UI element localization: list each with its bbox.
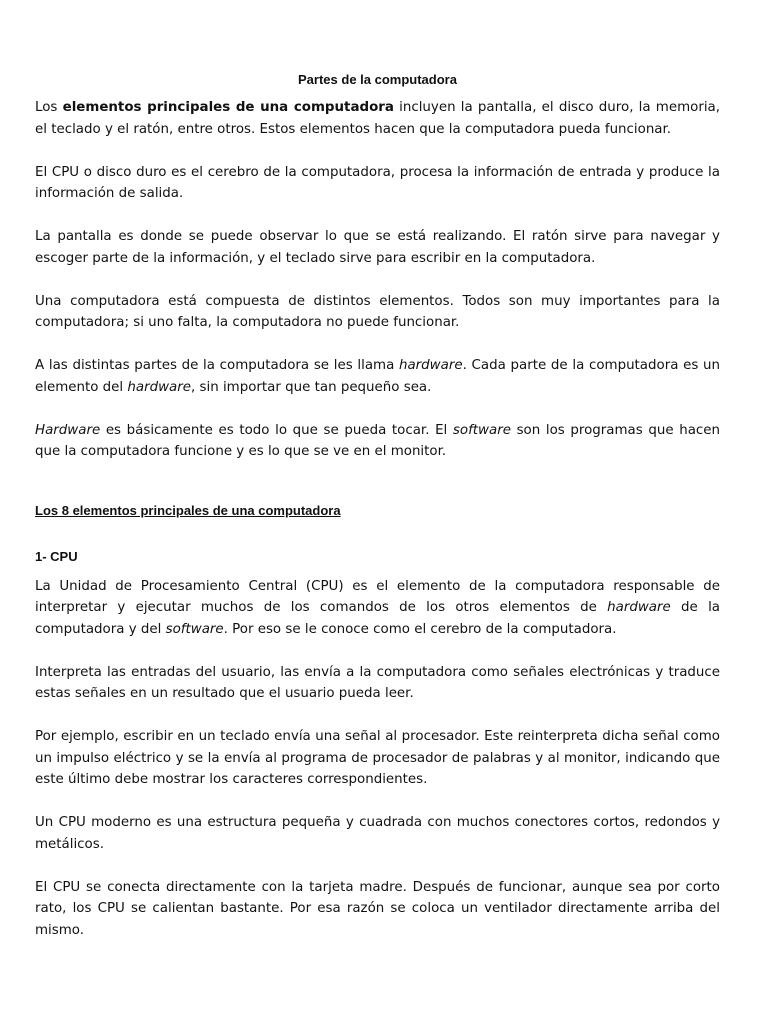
- paragraph-cpu-2: Interpreta las entradas del usuario, las envía a la computadora como señales electrónicas y traduce estas señales en un resultado que el usuario pueda leer.: [35, 664, 720, 701]
- paragraph-intro-4: Una computadora está compuesta de distintos elementos. Todos son muy importantes para la computadora; si uno falta, la computadora no puede funcionar.: [35, 293, 720, 330]
- document-title: Partes de la computadora: [298, 72, 457, 87]
- text-run: de la computadora y del: [35, 600, 720, 637]
- text-run: . Por eso se le conoce como el cerebro de la computadora.: [223, 621, 617, 637]
- cpu-heading: 1- CPU: [35, 548, 78, 564]
- text-run: incluyen la pantalla, el disco duro, la memoria, el teclado y el ratón, entre otros. Estos elementos hacen que la computadora pueda funcionar.: [35, 100, 721, 137]
- italic-term: hardware: [398, 358, 463, 373]
- paragraph-intro-1: [35, 97, 720, 140]
- text-run: A las distintas partes de la computadora se les llama: [35, 358, 399, 373]
- paragraph-cpu-1: [35, 576, 720, 641]
- text-run: Los: [35, 100, 63, 115]
- paragraph-cpu-3: Por ejemplo, escribir en un teclado envía una señal al procesador. Este reinterpreta dicha señal como un impulso eléctrico y se la envía al programa de procesador de palabras y al monitor, indicando que este último debe mostrar los caracteres correspondientes.: [35, 729, 720, 787]
- italic-term: software: [452, 422, 511, 438]
- italic-term: hardware: [607, 600, 671, 615]
- section-heading: Los 8 elementos principales de una computadora: [35, 502, 341, 518]
- text-run: . Cada parte de la computadora es un elemento del: [35, 358, 721, 395]
- paragraph-intro-5: [35, 355, 720, 398]
- italic-term: software: [165, 621, 224, 637]
- paragraph-intro-2: El CPU o disco duro es el cerebro de la computadora, procesa la información de entrada y produce la información de salida.: [35, 164, 720, 201]
- paragraph-intro-6: [35, 420, 720, 463]
- paragraph-cpu-5: El CPU se conecta directamente con la tarjeta madre. Después de funcionar, aunque sea por corto rato, los CPU se calientan bastante. Por esa razón se coloca un ventilador directamente arriba del mismo.: [35, 879, 720, 938]
- text-run: son los programas que hacen que la computadora funcione y es lo que se ve en el monitor.: [35, 422, 720, 459]
- bold-phrase: elementos principales de una computadora: [62, 100, 394, 115]
- text-run: es básicamente es todo lo que se pueda tocar. El: [100, 422, 453, 438]
- text-run: La Unidad de Procesamiento Central (CPU) es el elemento de la computadora responsable de interpretar y ejecutar muchos de los comandos de los otros elementos de: [35, 578, 720, 615]
- italic-term: Hardware: [35, 422, 101, 438]
- paragraph-intro-3: La pantalla es donde se puede observar lo que se está realizando. El ratón sirve para navegar y escoger parte de la información, y el teclado sirve para escribir en la computadora.: [35, 229, 720, 266]
- paragraph-cpu-4: Un CPU moderno es una estructura pequeña y cuadrada con muchos conectores cortos, redondos y metálicos.: [35, 815, 720, 852]
- text-run: , sin importar que tan pequeño sea.: [191, 379, 432, 395]
- italic-term: hardware: [127, 379, 191, 395]
